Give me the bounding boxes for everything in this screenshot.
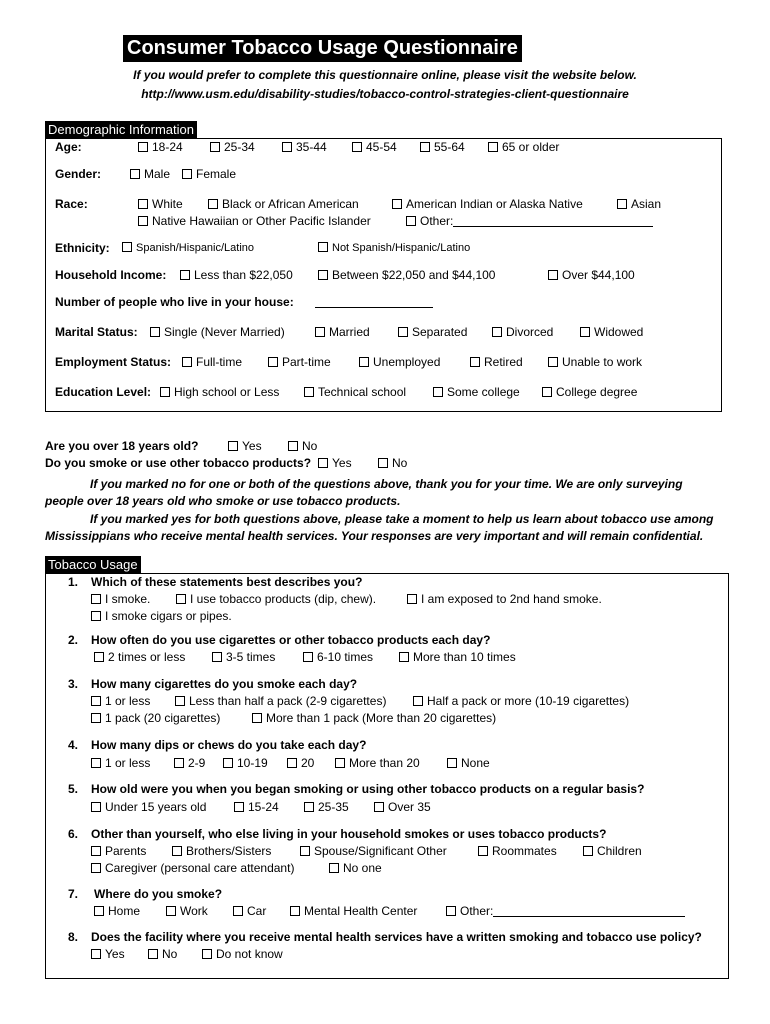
question-text: Where do you smoke? <box>94 887 223 901</box>
answer-option[interactable]: More than 10 times <box>399 650 516 664</box>
checkbox-icon[interactable] <box>303 652 313 662</box>
age-option[interactable]: 65 or older <box>488 140 559 154</box>
answer-option[interactable]: Less than half a pack (2-9 cigarettes) <box>175 694 386 708</box>
race-label: Race: <box>55 197 88 211</box>
checkbox-icon[interactable] <box>413 696 423 706</box>
answer-option[interactable]: No one <box>329 861 382 875</box>
education-option[interactable]: College degree <box>542 385 637 399</box>
question-number: 4. <box>67 738 78 752</box>
checkbox-icon[interactable] <box>166 906 176 916</box>
answer-option[interactable]: Parents <box>91 844 146 858</box>
checkbox-icon[interactable] <box>175 696 185 706</box>
household-label: Number of people who live in your house: <box>55 295 294 309</box>
answer-option[interactable]: 20 <box>287 756 314 770</box>
checkbox-icon[interactable] <box>470 357 480 367</box>
checkbox-icon[interactable] <box>91 846 101 856</box>
answer-option[interactable]: Children <box>583 844 642 858</box>
race-option[interactable]: White <box>138 197 183 211</box>
checkbox-icon[interactable] <box>446 906 456 916</box>
checkbox-icon[interactable] <box>91 713 101 723</box>
answer-option[interactable]: More than 20 <box>335 756 420 770</box>
household-field[interactable] <box>315 295 433 309</box>
question-text: How many cigarettes do you smoke each day? <box>91 677 358 691</box>
checkbox-icon[interactable] <box>130 169 140 179</box>
education-option[interactable]: Technical school <box>304 385 406 399</box>
checkbox-icon[interactable] <box>359 357 369 367</box>
race-other-field[interactable] <box>453 226 653 227</box>
income-option[interactable]: Between $22,050 and $44,100 <box>318 268 495 282</box>
checkbox-icon[interactable] <box>374 802 384 812</box>
checkbox-icon[interactable] <box>176 594 186 604</box>
checkbox-icon[interactable] <box>335 758 345 768</box>
marital-option[interactable]: Widowed <box>580 325 643 339</box>
question-number: 3. <box>67 677 78 691</box>
checkbox-icon[interactable] <box>94 906 104 916</box>
checkbox-icon[interactable] <box>318 270 328 280</box>
answer-option[interactable]: Roommates <box>478 844 557 858</box>
checkbox-icon[interactable] <box>91 758 101 768</box>
checkbox-icon[interactable] <box>150 327 160 337</box>
screening-note: If you marked no for one or both of the questions above, thank you for your time. We are only surveying <box>90 477 683 491</box>
race-option[interactable]: Black or African American <box>208 197 359 211</box>
employment-option[interactable]: Retired <box>470 355 523 369</box>
answer-option[interactable]: I use tobacco products (dip, chew). <box>176 592 376 606</box>
income-option[interactable]: Less than $22,050 <box>180 268 293 282</box>
checkbox-icon[interactable] <box>91 611 101 621</box>
checkbox-icon[interactable] <box>399 652 409 662</box>
checkbox-icon[interactable] <box>318 242 328 252</box>
income-label: Household Income: <box>55 268 167 282</box>
answer-option[interactable]: Half a pack or more (10-19 cigarettes) <box>413 694 629 708</box>
checkbox-icon[interactable] <box>433 387 443 397</box>
checkbox-icon[interactable] <box>492 327 502 337</box>
employment-option[interactable]: Unable to work <box>548 355 642 369</box>
question-number: 5. <box>67 782 78 796</box>
answer-option[interactable]: 15-24 <box>234 800 279 814</box>
checkbox-icon[interactable] <box>208 199 218 209</box>
ethnicity-option[interactable]: Not Spanish/Hispanic/Latino <box>318 242 470 254</box>
answer-option[interactable]: Under 15 years old <box>91 800 206 814</box>
checkbox-icon[interactable] <box>318 458 328 468</box>
checkbox-icon[interactable] <box>182 169 192 179</box>
answer-option[interactable]: Yes <box>91 947 125 961</box>
age-option[interactable]: 18-24 <box>138 140 183 154</box>
marital-option[interactable]: Separated <box>398 325 467 339</box>
race-option[interactable]: American Indian or Alaska Native <box>392 197 583 211</box>
race-other-option[interactable]: Other: <box>406 214 653 228</box>
answer-option[interactable]: More than 1 pack (More than 20 cigarettes) <box>252 711 496 725</box>
gender-label: Gender: <box>55 167 102 181</box>
checkbox-icon[interactable] <box>172 846 182 856</box>
answer-option[interactable]: Work <box>166 904 208 918</box>
question-number: 2. <box>67 633 78 647</box>
answer-option[interactable]: 2 times or less <box>94 650 185 664</box>
screening-q2-label: Do you smoke or use other tobacco products? <box>45 456 312 470</box>
checkbox-icon[interactable] <box>174 758 184 768</box>
checkbox-icon[interactable] <box>252 713 262 723</box>
answer-option[interactable]: 1 or less <box>91 694 150 708</box>
checkbox-icon[interactable] <box>138 199 148 209</box>
question-text: How many dips or chews do you take each day? <box>91 738 367 752</box>
employment-option[interactable]: Part-time <box>268 355 331 369</box>
ethnicity-option[interactable]: Spanish/Hispanic/Latino <box>122 242 254 254</box>
answer-option[interactable]: 1 or less <box>91 756 150 770</box>
answer-option[interactable]: 2-9 <box>174 756 205 770</box>
checkbox-icon[interactable] <box>212 652 222 662</box>
answer-option[interactable]: None <box>447 756 490 770</box>
answer-option[interactable]: Home <box>94 904 140 918</box>
income-option[interactable]: Over $44,100 <box>548 268 635 282</box>
checkbox-icon[interactable] <box>583 846 593 856</box>
checkbox-icon[interactable] <box>392 199 402 209</box>
answer-option[interactable]: I am exposed to 2nd hand smoke. <box>407 592 602 606</box>
demographic-header: Demographic Information <box>45 121 197 138</box>
checkbox-icon[interactable] <box>315 327 325 337</box>
answer-option[interactable]: Over 35 <box>374 800 431 814</box>
answer-option[interactable]: Caregiver (personal care attendant) <box>91 861 294 875</box>
education-label: Education Level: <box>55 385 152 399</box>
race-option[interactable]: Asian <box>617 197 661 211</box>
age-option[interactable]: 25-34 <box>210 140 255 154</box>
question-text: How often do you use cigarettes or other tobacco products each day? <box>91 633 491 647</box>
checkbox-icon[interactable] <box>398 327 408 337</box>
question-number: 1. <box>67 575 78 589</box>
checkbox-icon[interactable] <box>542 387 552 397</box>
question-text: How old were you when you began smoking or using other tobacco products on a regular basis? <box>91 782 645 796</box>
screening-q2-option[interactable]: Yes <box>318 456 352 470</box>
answer-option[interactable]: I smoke cigars or pipes. <box>91 609 232 623</box>
answer-option[interactable]: 25-35 <box>304 800 349 814</box>
checkbox-icon[interactable] <box>304 802 314 812</box>
answer-option[interactable]: Mental Health Center <box>290 904 417 918</box>
checkbox-icon[interactable] <box>406 216 416 226</box>
checkbox-icon[interactable] <box>407 594 417 604</box>
checkbox-icon[interactable] <box>287 758 297 768</box>
page-title: Consumer Tobacco Usage Questionnaire <box>123 35 522 62</box>
screening-q1-label: Are you over 18 years old? <box>45 439 199 453</box>
screening-note: Mississippians who receive mental health services. Your responses are very important and will remain confidential. <box>45 529 704 543</box>
employment-option[interactable]: Unemployed <box>359 355 440 369</box>
screening-note: If you marked yes for both questions above, please take a moment to help us learn about tobacco use among <box>90 512 714 526</box>
checkbox-icon[interactable] <box>94 652 104 662</box>
marital-option[interactable]: Married <box>315 325 370 339</box>
marital-option[interactable]: Divorced <box>492 325 553 339</box>
checkbox-icon[interactable] <box>488 142 498 152</box>
age-option[interactable]: 45-54 <box>352 140 397 154</box>
checkbox-icon[interactable] <box>202 949 212 959</box>
answer-option[interactable]: 10-19 <box>223 756 268 770</box>
age-label: Age: <box>55 140 82 154</box>
checkbox-icon[interactable] <box>378 458 388 468</box>
question-text: Does the facility where you receive mental health services have a written smoking and tobacco use policy? <box>91 930 702 944</box>
age-option[interactable]: 35-44 <box>282 140 327 154</box>
screening-q1-option[interactable]: No <box>288 439 317 453</box>
checkbox-icon[interactable] <box>288 441 298 451</box>
answer-option[interactable]: I smoke. <box>91 592 150 606</box>
checkbox-icon[interactable] <box>329 863 339 873</box>
question-number: 8. <box>67 930 78 944</box>
checkbox-icon[interactable] <box>420 142 430 152</box>
answer-other-option[interactable]: Other: <box>446 904 685 918</box>
checkbox-icon[interactable] <box>478 846 488 856</box>
answer-option[interactable]: 3-5 times <box>212 650 275 664</box>
checkbox-icon[interactable] <box>234 802 244 812</box>
ethnicity-label: Ethnicity: <box>55 241 110 255</box>
employment-option[interactable]: Full-time <box>182 355 242 369</box>
intro-line: If you would prefer to complete this questionnaire online, please visit the website below. <box>133 68 637 82</box>
checkbox-icon[interactable] <box>223 758 233 768</box>
intro-url-link[interactable]: http://www.usm.edu/disability-studies/tobacco-control-strategies-client-questionnaire <box>141 87 629 101</box>
gender-option[interactable]: Male <box>130 167 170 181</box>
checkbox-icon[interactable] <box>290 906 300 916</box>
checkbox-icon[interactable] <box>228 441 238 451</box>
education-option[interactable]: Some college <box>433 385 520 399</box>
checkbox-icon[interactable] <box>138 142 148 152</box>
checkbox-icon[interactable] <box>91 696 101 706</box>
answer-option[interactable]: Spouse/Significant Other <box>300 844 447 858</box>
checkbox-icon[interactable] <box>148 949 158 959</box>
gender-option[interactable]: Female <box>182 167 236 181</box>
screening-note: people over 18 years old who smoke or use tobacco products. <box>45 494 401 508</box>
checkbox-icon[interactable] <box>548 270 558 280</box>
marital-label: Marital Status: <box>55 325 138 339</box>
age-option[interactable]: 55-64 <box>420 140 465 154</box>
question-number: 6. <box>67 827 78 841</box>
checkbox-icon[interactable] <box>233 906 243 916</box>
checkbox-icon[interactable] <box>91 949 101 959</box>
checkbox-icon[interactable] <box>304 387 314 397</box>
question-text: Which of these statements best describes you? <box>91 575 363 589</box>
answer-option[interactable]: No <box>148 947 177 961</box>
screening-q1-option[interactable]: Yes <box>228 439 262 453</box>
checkbox-icon[interactable] <box>300 846 310 856</box>
answer-option[interactable]: Do not know <box>202 947 283 961</box>
checkbox-icon[interactable] <box>91 802 101 812</box>
checkbox-icon[interactable] <box>91 594 101 604</box>
checkbox-icon[interactable] <box>617 199 627 209</box>
checkbox-icon[interactable] <box>210 142 220 152</box>
answer-option[interactable]: Car <box>233 904 266 918</box>
checkbox-icon[interactable] <box>282 142 292 152</box>
question-number: 7. <box>67 887 78 901</box>
answer-option[interactable]: 1 pack (20 cigarettes) <box>91 711 220 725</box>
question-text: Other than yourself, who else living in your household smokes or uses tobacco products? <box>91 827 607 841</box>
tobacco-header: Tobacco Usage <box>45 556 141 573</box>
checkbox-icon[interactable] <box>580 327 590 337</box>
checkbox-icon[interactable] <box>180 270 190 280</box>
checkbox-icon[interactable] <box>91 863 101 873</box>
checkbox-icon[interactable] <box>352 142 362 152</box>
checkbox-icon[interactable] <box>268 357 278 367</box>
checkbox-icon[interactable] <box>548 357 558 367</box>
answer-option[interactable]: 6-10 times <box>303 650 373 664</box>
marital-option[interactable]: Single (Never Married) <box>150 325 285 339</box>
education-option[interactable]: High school or Less <box>160 385 279 399</box>
checkbox-icon[interactable] <box>138 216 148 226</box>
race-option[interactable]: Native Hawaiian or Other Pacific Islander <box>138 214 371 228</box>
screening-q2-option[interactable]: No <box>378 456 407 470</box>
checkbox-icon[interactable] <box>447 758 457 768</box>
checkbox-icon[interactable] <box>160 387 170 397</box>
employment-label: Employment Status: <box>55 355 172 369</box>
checkbox-icon[interactable] <box>182 357 192 367</box>
checkbox-icon[interactable] <box>122 242 132 252</box>
other-location-field[interactable] <box>493 916 685 917</box>
answer-option[interactable]: Brothers/Sisters <box>172 844 271 858</box>
